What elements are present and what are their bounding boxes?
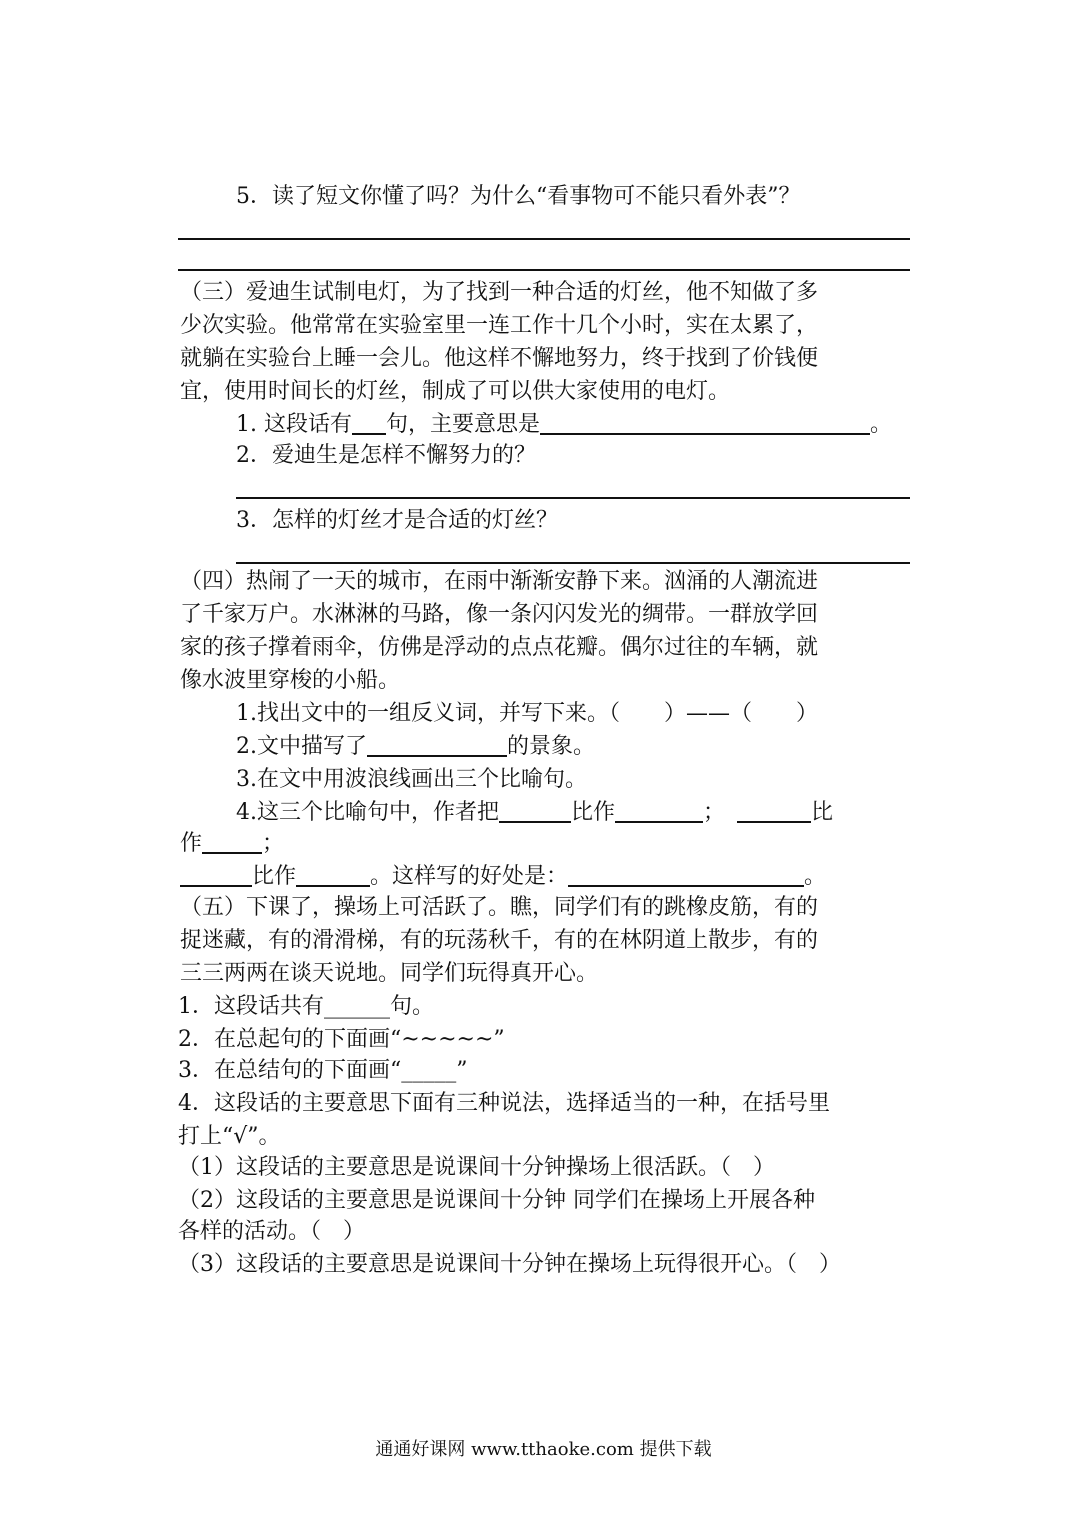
- text: 1. 这段话有: [236, 412, 352, 437]
- text: ”: [456, 1058, 468, 1083]
- section-4-question-4-end: [180, 862, 826, 892]
- text: 的景象。: [507, 734, 596, 759]
- text: 。这样写的好处是：: [370, 864, 569, 889]
- answer-line: [236, 497, 910, 499]
- blank: [180, 863, 252, 887]
- text: 比: [811, 800, 834, 825]
- blank: [352, 411, 386, 435]
- section-4-question-3: 3.在文中用波浪线画出三个比喻句。: [236, 767, 587, 792]
- text: 3．在总结句的下面画“: [178, 1058, 402, 1083]
- text: 作: [180, 831, 203, 856]
- section-5-option-2-cont: 各样的活动。（ ）: [178, 1219, 366, 1244]
- section-3-line-4: 宜，使用时间长的灯丝，制成了可以供大家使用的电灯。: [180, 379, 731, 404]
- section-4-line-3: 家的孩子撑着雨伞，仿佛是浮动的点点花瓣。偶尔过往的车辆，就: [180, 635, 819, 660]
- section-5-line-2: 捉迷藏，有的滑滑梯，有的玩荡秋千，有的在林阴道上散步，有的: [180, 928, 819, 953]
- text: 句，主要意思是: [385, 412, 540, 437]
- answer-line: [178, 238, 910, 240]
- section-5-question-4: 4．这段话的主要意思下面有三种说法，选择适当的一种，在括号里: [178, 1091, 830, 1116]
- blank: [499, 799, 571, 823]
- text: ；: [262, 831, 285, 856]
- blank: ______: [324, 994, 390, 1019]
- blank: [737, 799, 811, 823]
- section-5-question-1: [178, 992, 434, 1022]
- blank: [296, 863, 370, 887]
- text: 4.这三个比喻句中，作者把: [236, 800, 499, 825]
- text: 比作: [571, 800, 616, 825]
- answer-line: [236, 562, 910, 564]
- answer-line: [178, 269, 910, 271]
- section-3-question-2: 2．爱迪生是怎样不懈努力的？: [236, 443, 536, 468]
- blank: [367, 733, 507, 757]
- section-5-line-1: （五）下课了，操场上可活跃了。瞧，同学们有的跳橡皮筋，有的: [180, 895, 819, 920]
- section-3-line-2: 少次实验。他常常在实验室里一连工作十几个小时，实在太累了，: [180, 313, 819, 338]
- section-4-question-1: 1.找出文中的一组反义词，并写下来。（ ）——（ ）: [236, 701, 818, 726]
- section-4-question-4: [236, 798, 833, 828]
- section-5-question-4-cont: 打上“√”。: [178, 1124, 281, 1149]
- blank: [540, 411, 870, 435]
- section-4-question-4-cont: [180, 829, 284, 859]
- section-4-line-2: 了千家万户。水淋淋的马路，像一条闪闪发光的绸带。一群放学回: [180, 602, 819, 627]
- blank: [202, 830, 262, 854]
- section-4-line-4: 像水波里穿梭的小船。: [180, 668, 401, 693]
- section-3-question-1: [236, 410, 892, 440]
- section-4-question-2: [236, 732, 595, 762]
- page-footer: 通通好课网 www.tthaoke.com 提供下载: [375, 1439, 712, 1460]
- text: 比作: [252, 864, 297, 889]
- blank: [615, 799, 703, 823]
- text: 2.文中描写了: [236, 734, 367, 759]
- section-5-option-3: （3）这段话的主要意思是说课间十分钟在操场上玩得很开心。（ ）: [178, 1252, 841, 1277]
- section-5-option-1: （1）这段话的主要意思是说课间十分钟操场上很活跃。（ ）: [178, 1155, 775, 1180]
- section-4-line-1: （四）热闹了一天的城市，在雨中渐渐安静下来。汹涌的人潮流进: [180, 569, 819, 594]
- section-5-option-2: （2）这段话的主要意思是说课间十分钟 同学们在操场上开展各种: [178, 1188, 815, 1213]
- section-3-question-3: 3．怎样的灯丝才是合适的灯丝？: [236, 508, 558, 533]
- text: 1．这段话共有: [178, 994, 324, 1019]
- text: ；: [703, 800, 726, 825]
- text: 句。: [390, 994, 435, 1019]
- section-3-line-1: （三）爱迪生试制电灯，为了找到一种合适的灯丝，他不知做了多: [180, 280, 819, 305]
- text: 。: [870, 412, 893, 437]
- question-5: 5．读了短文你懂了吗？为什么“看事物可不能只看外表”？: [236, 184, 801, 209]
- blank: _____: [401, 1058, 457, 1083]
- section-5-line-3: 三三两两在谈天说地。同学们玩得真开心。: [180, 961, 599, 986]
- blank: [568, 863, 804, 887]
- section-3-line-3: 就躺在实验台上睡一会儿。他这样不懈地努力，终于找到了价钱便: [180, 346, 819, 371]
- section-5-question-3: [178, 1056, 468, 1086]
- text: 。: [804, 864, 827, 889]
- section-5-question-2: 2．在总起句的下面画“~~~~~”: [178, 1027, 505, 1052]
